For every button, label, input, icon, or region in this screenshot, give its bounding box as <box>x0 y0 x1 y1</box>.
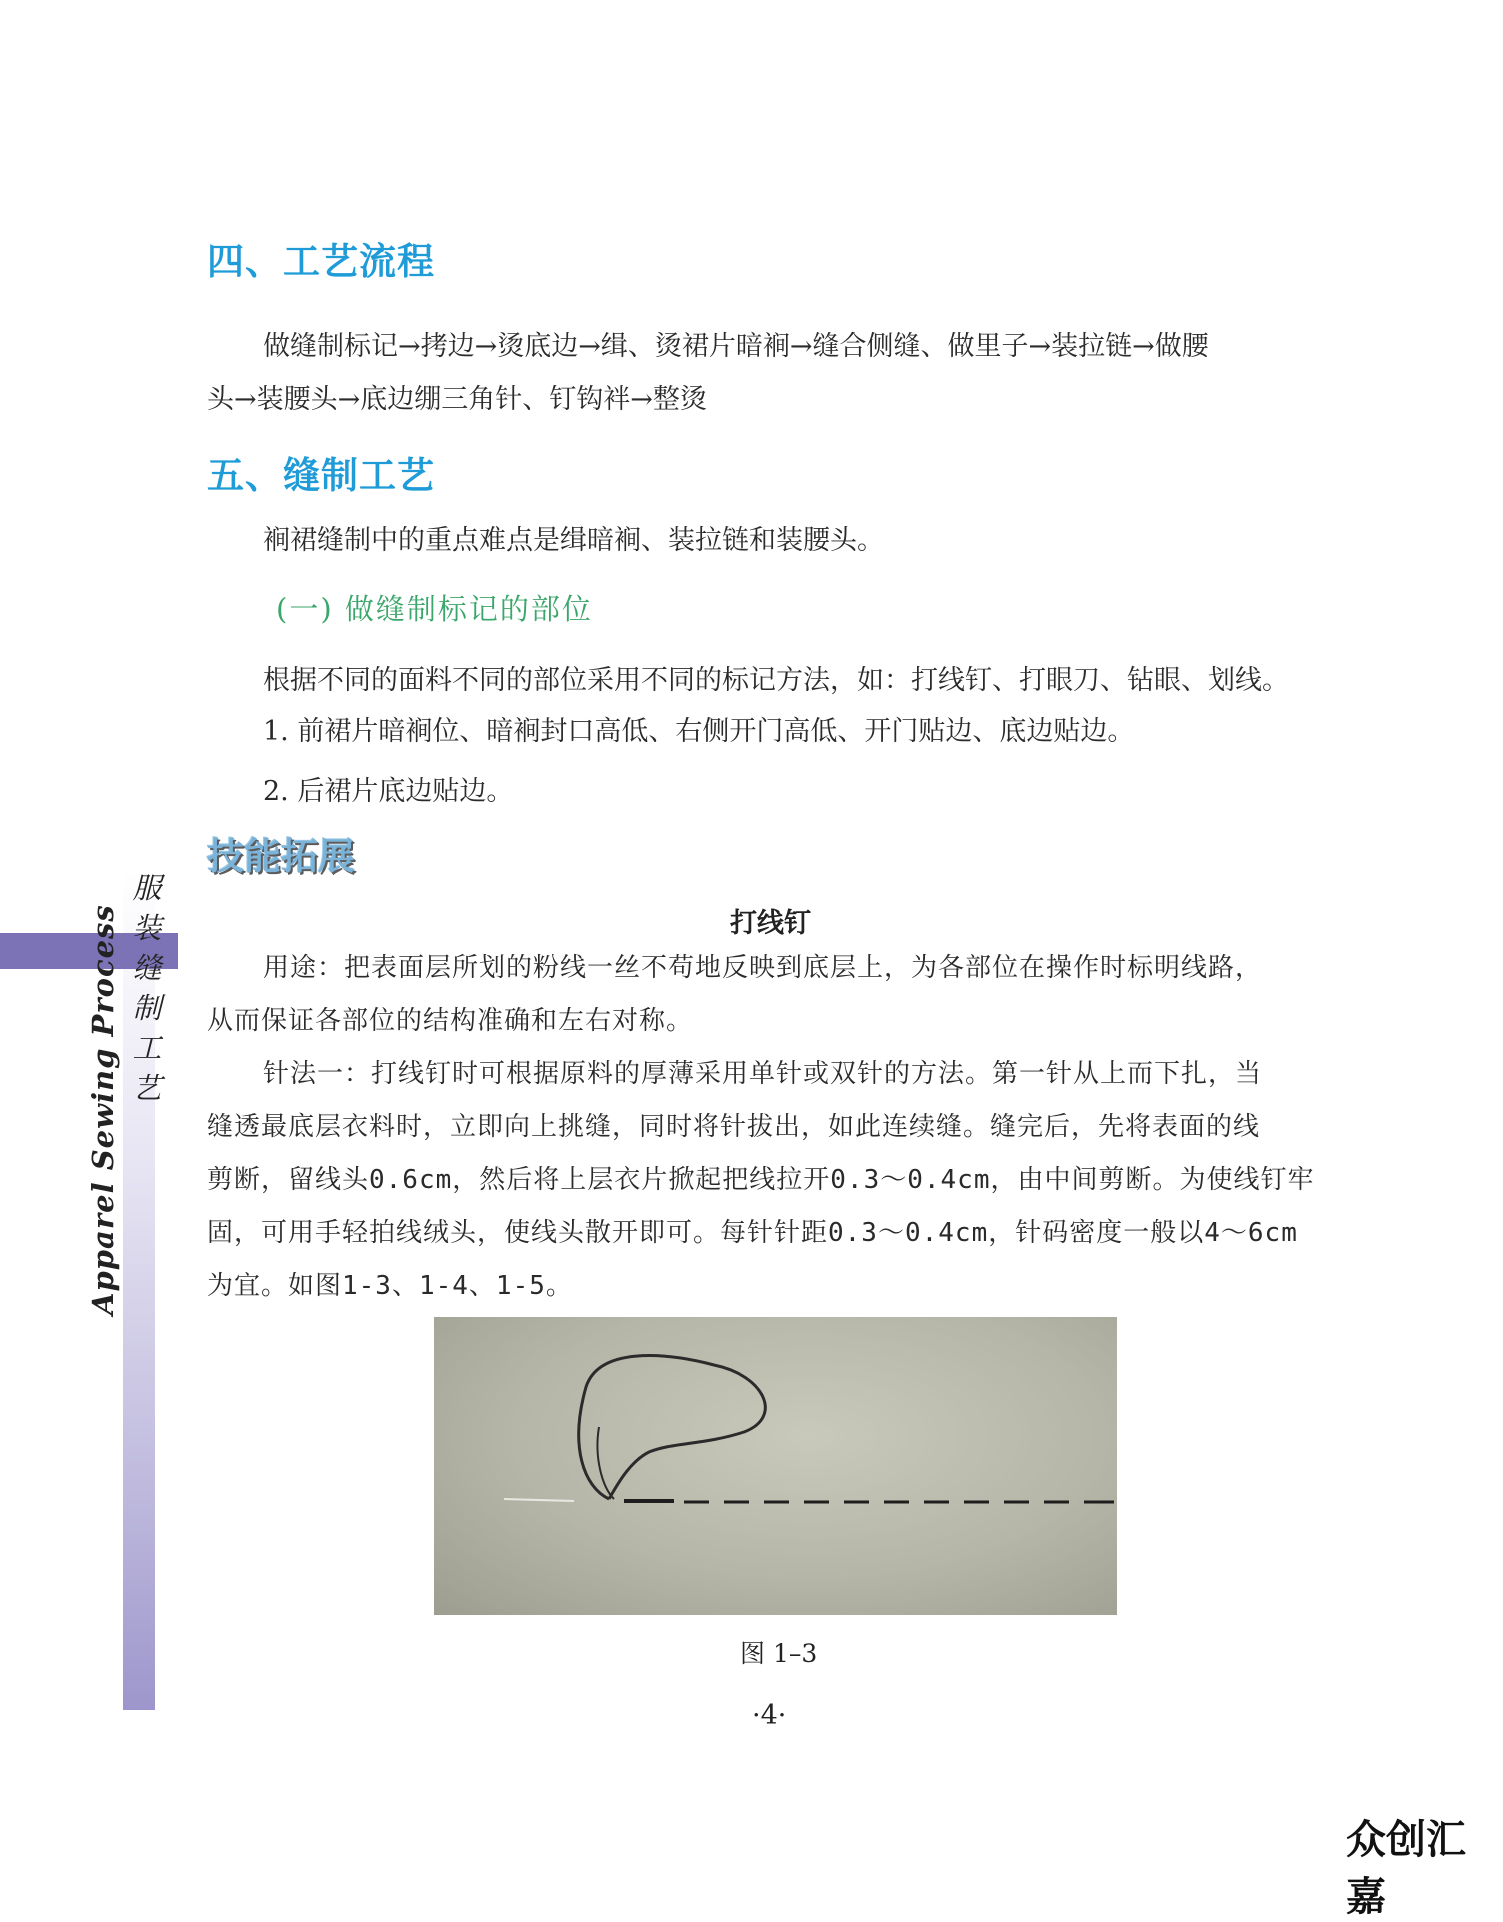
skill-expansion-title: 技能拓展 <box>207 835 355 878</box>
method-line-3: 剪断，留线头0.6cm，然后将上层衣片掀起把线拉开0.3～0.4cm，由中间剪断。为使线钉牢 <box>207 1165 1315 1195</box>
process-line-1: 做缝制标记→拷边→烫底边→缉、烫裙片暗裥→缝合侧缝、做里子→装拉链→做腰 <box>263 331 1209 362</box>
sidebar-english-title: Apparel Sewing Process <box>86 904 120 1315</box>
thread-mark-heading: 打线钉 <box>730 908 811 939</box>
method-line-5: 为宜。如图1-3、1-4、1-5。 <box>207 1271 573 1301</box>
method-line-1: 针法一：打线钉时可根据原料的厚薄采用单针或双针的方法。第一针从上而下扎，当 <box>263 1059 1263 1089</box>
marking-paragraph: 根据不同的面料不同的部位采用不同的标记方法，如：打线钉、打眼刀、钻眼、划线。 <box>263 665 1289 696</box>
figure-caption: 图 1–3 <box>740 1639 818 1668</box>
sidebar-chinese-title: 服装缝制工艺 <box>132 871 162 1105</box>
marking-item-2: 2. 后裙片底边贴边。 <box>263 776 514 807</box>
use-line-2: 从而保证各部位的结构准确和左右对称。 <box>207 1006 694 1036</box>
process-line-2: 头→装腰头→底边绷三角针、钉钩袢→整烫 <box>207 384 707 415</box>
marking-item-1: 1. 前裙片暗裥位、暗裥封口高低、右侧开门高低、开门贴边、底边贴边。 <box>263 716 1135 747</box>
section-heading-sewing: 五、缝制工艺 <box>207 454 435 497</box>
page-number: ·4· <box>752 1700 787 1731</box>
sewing-intro: 裥裙缝制中的重点难点是缉暗裥、装拉链和装腰头。 <box>263 525 884 556</box>
subheading-marking: (一) 做缝制标记的部位 <box>276 592 593 626</box>
thread-mark-illustration <box>434 1317 1117 1615</box>
use-line-1: 用途：把表面层所划的粉线一丝不苟地反映到底层上，为各部位在操作时标明线路， <box>263 953 1263 983</box>
watermark-logo: 众创汇嘉 <box>1346 1817 1466 1920</box>
method-line-4: 固，可用手轻拍线绒头，使线头散开即可。每针针距0.3～0.4cm，针码密度一般以4～6cm <box>207 1218 1298 1248</box>
method-line-2: 缝透最底层衣料时，立即向上挑缝，同时将针拔出，如此连续缝。缝完后，先将表面的线 <box>207 1112 1261 1142</box>
section-heading-process: 四、工艺流程 <box>207 240 435 283</box>
thread-mark-photo <box>434 1317 1117 1615</box>
